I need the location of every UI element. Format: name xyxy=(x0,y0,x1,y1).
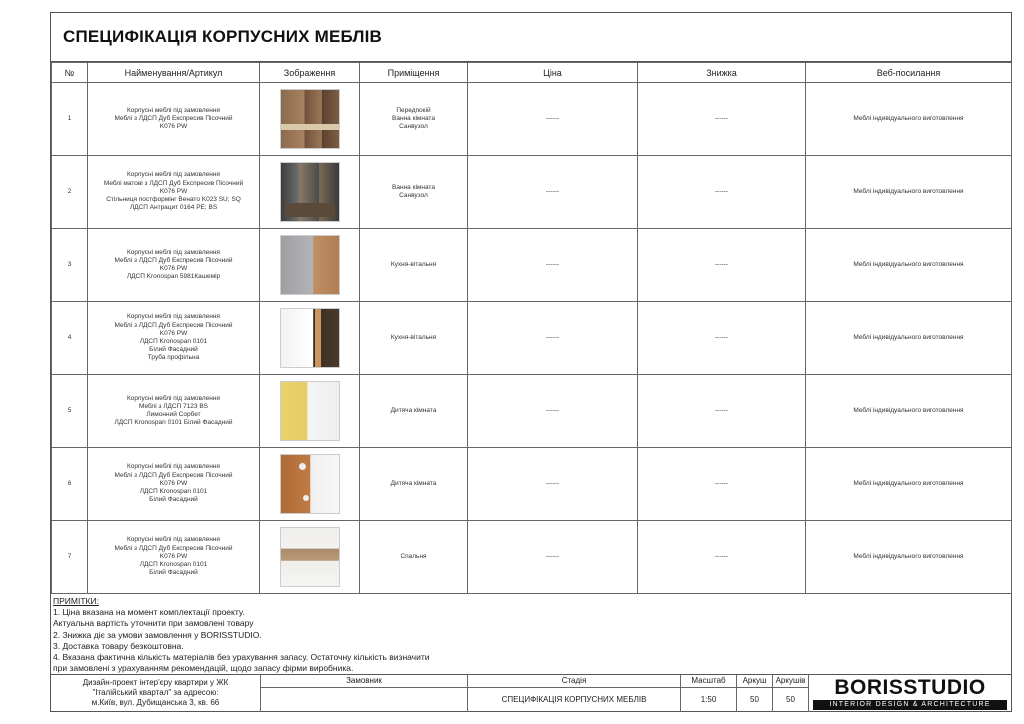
name-line: ЛДСП Kronospan 0101 xyxy=(139,561,208,569)
table-row xyxy=(52,375,1012,448)
name-line: Корпусні меблі під замовлення xyxy=(127,171,220,179)
row-discount: ------ xyxy=(638,83,806,156)
row-price: ------ xyxy=(468,375,638,448)
name-line: K076 PW xyxy=(159,265,188,272)
row-name xyxy=(88,375,260,448)
row-number: 7 xyxy=(52,521,88,594)
row-number: 3 xyxy=(52,229,88,302)
row-number: 5 xyxy=(52,375,88,448)
sheet-cell xyxy=(737,675,773,712)
row-link[interactable]: Меблі індивідуального виготовлення xyxy=(806,448,1012,521)
note-line: при замовлені з урахуванням рекомендацій, щодо запасу фірми виробника. xyxy=(53,663,354,674)
name-line: K076 PW xyxy=(159,123,188,131)
customer-label: Замовник xyxy=(261,675,467,688)
bedroom-drawer-image xyxy=(280,527,340,587)
grey-oak-sample-image xyxy=(280,235,340,295)
row-discount: ------ xyxy=(638,156,806,229)
name-line: ЛДСП Kronospan 0101 Білий Фасадний xyxy=(114,419,233,427)
logo-text: BORISSTUDIO xyxy=(834,676,986,699)
note-line: 4. Вказана фактична кількість матеріалів без урахування запасу. Остаточну кількість визначити xyxy=(53,652,430,663)
scale-value: 1:50 xyxy=(700,695,717,704)
room-line: Кухня-вітальня xyxy=(390,260,437,268)
sheet-label: Аркуш xyxy=(737,675,772,688)
row-price: ------ xyxy=(468,229,638,302)
row-image-cell xyxy=(260,302,360,375)
note-line: Актуальна вартість уточнити при замовлені товару xyxy=(53,618,254,629)
wood-cabinet-image xyxy=(280,89,340,149)
sheets-cell xyxy=(773,675,809,712)
name-line: Корпусні меблі під замовлення xyxy=(127,463,220,471)
specification-sheet xyxy=(50,12,1012,712)
row-rooms xyxy=(360,156,468,229)
name-line: Корпусні меблі під замовлення xyxy=(127,106,220,114)
name-line: Корпусні меблі під замовлення xyxy=(127,394,220,402)
row-rooms xyxy=(360,229,468,302)
notes-section xyxy=(51,593,1011,675)
studio-logo xyxy=(809,675,1011,712)
row-image-cell xyxy=(260,448,360,521)
row-discount: ------ xyxy=(638,375,806,448)
name-line: K076 PW xyxy=(159,329,188,337)
yellow-white-sample-image xyxy=(280,381,340,441)
name-line: Меблі з ЛДСП Дуб Експресив Пісочний xyxy=(114,471,233,479)
stage-label: Стадія xyxy=(468,675,680,688)
row-name xyxy=(88,521,260,594)
title-block xyxy=(51,675,1011,712)
row-discount: ------ xyxy=(638,448,806,521)
row-link[interactable]: Меблі індивідуального виготовлення xyxy=(806,302,1012,375)
row-link[interactable]: Меблі індивідуального виготовлення xyxy=(806,156,1012,229)
row-rooms xyxy=(360,302,468,375)
note-line: 2. Знижка діє за умови замовлення у BORISSTUDIO. xyxy=(53,629,262,640)
logo-tagline: INTERIOR DESIGN & ARCHITECTURE xyxy=(813,700,1007,710)
row-link[interactable]: Меблі індивідуального виготовлення xyxy=(806,375,1012,448)
row-price: ------ xyxy=(468,83,638,156)
row-price: ------ xyxy=(468,302,638,375)
row-image-cell xyxy=(260,156,360,229)
room-line: Кухня-вітальня xyxy=(390,333,437,341)
row-price: ------ xyxy=(468,156,638,229)
room-line: Ванна кімната xyxy=(392,114,435,122)
note-line: 1. Ціна вказана на момент комплектації проекту. xyxy=(53,607,245,618)
row-discount: ------ xyxy=(638,302,806,375)
name-line: ЛДСП Kronospan 5981Кашемір xyxy=(126,273,221,281)
name-line: ЛДСП Антрацит 0164 PE; BS xyxy=(129,204,218,212)
table-row xyxy=(52,229,1012,302)
row-name xyxy=(88,156,260,229)
row-rooms xyxy=(360,375,468,448)
bathroom-vanity-image xyxy=(280,162,340,222)
table-row xyxy=(52,521,1012,594)
column-header-number: № xyxy=(52,63,88,83)
room-line: Спальня xyxy=(400,552,427,560)
name-line: Білий Фасадний xyxy=(149,569,198,577)
row-image-cell xyxy=(260,375,360,448)
name-line: K076 PW xyxy=(159,479,188,487)
column-header-image: Зображення xyxy=(260,63,360,83)
name-line: Стільниця постформінг Венато K023 SU; SQ xyxy=(106,196,241,204)
customer-value xyxy=(261,687,467,712)
row-name xyxy=(88,83,260,156)
row-number: 6 xyxy=(52,448,88,521)
row-name xyxy=(88,229,260,302)
page-title: СПЕЦИФІКАЦІЯ КОРПУСНИХ МЕБЛІВ xyxy=(63,27,383,46)
name-line: Меблі з ЛДСП Дуб Експресив Пісочний xyxy=(114,321,233,329)
name-line: Корпусні меблі під замовлення xyxy=(127,248,220,256)
room-line: Дитяча кімната xyxy=(390,406,437,414)
row-name xyxy=(88,448,260,521)
row-number: 2 xyxy=(52,156,88,229)
stage-cell xyxy=(468,675,681,712)
column-header-name: Найменування/Артикул xyxy=(88,63,260,83)
table-row xyxy=(52,83,1012,156)
name-line: Корпусні меблі під замовлення xyxy=(127,536,220,544)
note-line: 3. Доставка товару безкоштовна. xyxy=(53,640,184,651)
row-rooms xyxy=(360,521,468,594)
scale-label: Масштаб xyxy=(681,675,736,688)
row-number: 1 xyxy=(52,83,88,156)
row-link[interactable]: Меблі індивідуального виготовлення xyxy=(806,83,1012,156)
row-number: 4 xyxy=(52,302,88,375)
table-row xyxy=(52,302,1012,375)
name-line: Меблі з ЛДСП Дуб Експресив Пісочний xyxy=(114,544,233,552)
row-link[interactable]: Меблі індивідуального виготовлення xyxy=(806,521,1012,594)
title-bar xyxy=(51,13,1011,62)
project-info xyxy=(51,675,261,712)
name-line: Білий Фасадний xyxy=(149,346,198,354)
column-header-room: Приміщення xyxy=(360,63,468,83)
name-line: Меблі з ЛДСП 7123 BS xyxy=(138,402,209,410)
room-line: Ванна кімната xyxy=(392,183,435,191)
room-line: Санвузол xyxy=(399,123,428,131)
row-price: ------ xyxy=(468,448,638,521)
row-image-cell xyxy=(260,229,360,302)
project-line: "Італійський квартал" за адресою: xyxy=(92,688,219,697)
table-header-row xyxy=(52,63,1012,83)
name-line: Труба профільна xyxy=(147,354,200,362)
room-line: Передпокій xyxy=(396,106,431,114)
row-discount: ------ xyxy=(638,521,806,594)
row-image-cell xyxy=(260,521,360,594)
name-line: K076 PW xyxy=(159,552,188,560)
project-line: м.Київ, вул. Дубищанська 3, кв. 66 xyxy=(91,698,220,707)
row-image-cell xyxy=(260,83,360,156)
name-line: Меблі з ЛДСП Дуб Експресив Пісочний xyxy=(114,256,233,264)
name-line: Корпусні меблі під замовлення xyxy=(127,313,220,321)
row-discount: ------ xyxy=(638,229,806,302)
name-line: Лимонний Сорбет xyxy=(146,411,201,418)
row-link[interactable]: Меблі індивідуального виготовлення xyxy=(806,229,1012,302)
sheets-label: Аркушів xyxy=(773,675,808,688)
kids-wardrobe-image xyxy=(280,454,340,514)
name-line: K076 PW xyxy=(159,187,188,195)
name-line: Меблі з ЛДСП Дуб Експресив Пісочний xyxy=(114,114,233,122)
row-price: ------ xyxy=(468,521,638,594)
customer-cell xyxy=(261,675,468,712)
sheet-value: 50 xyxy=(750,695,759,704)
column-header-price: Ціна xyxy=(468,63,638,83)
row-name xyxy=(88,302,260,375)
project-line: Дизайн-проект інтер'єру квартири у ЖК xyxy=(82,678,229,687)
stage-value: СПЕЦИФІКАЦІЯ КОРПУСНИХ МЕБЛІВ xyxy=(501,695,647,704)
row-rooms xyxy=(360,83,468,156)
column-header-discount: Знижка xyxy=(638,63,806,83)
room-line: Санвузол xyxy=(399,192,428,199)
name-line: ЛДСП Kronospan 0101 xyxy=(139,338,208,345)
row-rooms xyxy=(360,448,468,521)
name-line: Меблі матові з ЛДСП Дуб Експресив Пісочний xyxy=(103,179,244,187)
sheets-value: 50 xyxy=(786,695,795,704)
name-line: Білий Фасадний xyxy=(149,496,198,504)
name-line: ЛДСП Kronospan 0101 xyxy=(139,488,208,496)
table-row xyxy=(52,448,1012,521)
room-line: Дитяча кімната xyxy=(390,479,437,487)
scale-cell xyxy=(681,675,737,712)
notes-title: ПРИМІТКИ: xyxy=(53,596,99,606)
column-header-link: Веб-посилання xyxy=(806,63,1012,83)
specification-table xyxy=(51,62,1012,594)
white-shelving-image xyxy=(280,308,340,368)
table-row xyxy=(52,156,1012,229)
